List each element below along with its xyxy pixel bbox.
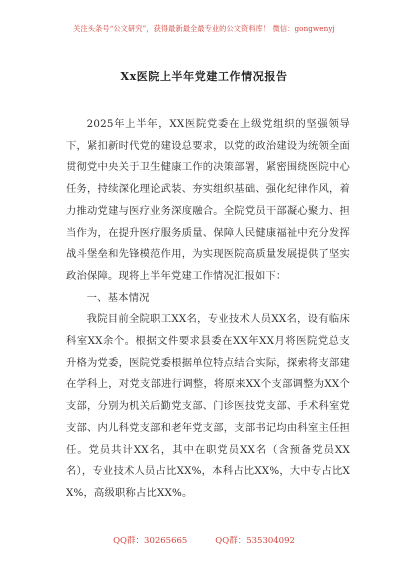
document-body [66, 114, 350, 505]
footer-qq-group-2: QQ群：535304092 [215, 536, 295, 546]
footer-qq-groups [0, 534, 408, 546]
section-paragraph-basic-info: 我院目前全院职工XX名，专业技术人员XX名，设有临床科室XX余个。根据文件要求县委在XX年XX月将医院党总支升格为党委，医院党委根据单位特点结合实际，探索将支部建在学科上，对党支部进行调整，将原来XX个支部调整为XX个支部，分别为机关后勤党支部、门诊医技党支部、手术科室党支部、内儿科党支部和老年党支部，支部书记均由科室主任担任。党员共计XX名，其中在职党员XX名（含预备党员XX名），专业技术人员占比XX%，本科占比XX%，大中专占比XX%，高级职称占比XX%。 [66, 313, 350, 499]
header-promo-note: 关注头条号“公文研究”，获得最新最全最专业的公文资料库！ 微信：gongwenyj [73, 24, 335, 33]
section-heading-basic-info: 一、基本情况 [86, 291, 150, 304]
intro-paragraph: 2025年上半年，XX医院党委在上级党组织的坚强领导下，紧扣新时代党的建设总要求，以党的政治建设为统领全面贯彻党中央关于卫生健康工作的决策部署，紧密围绕医院中心任务，持续深化理论武装、夯实组织基础、强化纪律作风，着力推动党建与医疗业务深度融合。全院党员干部凝心聚力、担当作为，在提升医疗服务质量、保障人民健康福祉中充分发挥战斗堡垒和先锋模范作用，为实现医院高质量发展提供了坚实政治保障。现将上半年党建工作情况汇报如下： [66, 118, 350, 282]
footer-qq-group-1: QQ群：30265665 [113, 536, 188, 546]
document-title: Xx医院上半年党建工作情况报告 [120, 70, 288, 83]
